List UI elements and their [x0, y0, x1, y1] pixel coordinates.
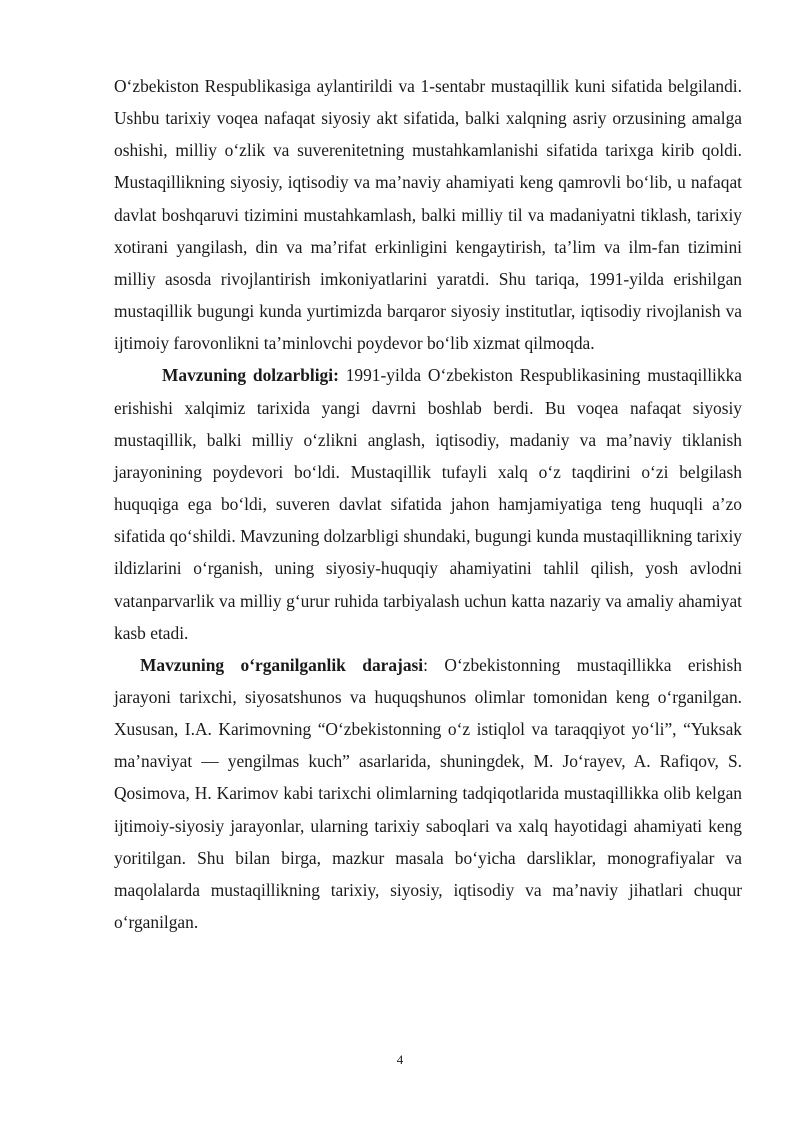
page-number: 4: [396, 1052, 404, 1067]
body-text: [114, 70, 742, 938]
paragraph-2: [114, 359, 742, 648]
paragraph-2-heading: Mavzuning dolzarbligi:: [162, 365, 339, 386]
paragraph-3: [114, 649, 742, 938]
paragraph-3-body: : O‘zbekistonning mustaqillikka erishish jarayoni tarixchi, siyosatshunos va huquqshunos olimlar tomonidan keng o‘rganilgan. Xususan, I.A. Karimovning “O‘zbekistonning o‘z istiqlol va taraqqiyot yo‘li”, “Yuksak ma’naviyat — yengilmas kuch” asarlarida, shuningdek, M. Jo‘rayev, A. Rafiqov, S. Qosimova, H. Karimov kabi tarixchi olimlarning tadqiqotlarida mustaqillikka olib kelgan ijtimoiy-siyosiy jarayonlar, ularning tarixiy saboqlari va xalq hayotidagi ahamiyati keng yoritilgan. Shu bilan birga, mazkur masala bo‘yicha darsliklar, monografiyalar va maqolalarda mustaqillikning tarixiy, siyosiy, iqtisodiy va ma’naviy jihatlari chuqur o‘rganilgan.: [114, 654, 742, 933]
paragraph-3-heading: Mavzuning o‘rganilganlik darajasi: [140, 654, 424, 675]
paragraph-1: O‘zbekiston Respublikasiga aylantirildi va 1-sentabr mustaqillik kuni sifatida belgilandi. Ushbu tarixiy voqea nafaqat siyosiy akt sifatida, balki xalqning asriy orzusining amalga oshishi, milliy o‘zlik va suverenitetning mustahkamlanishi sifatida tarixga kirib qoldi. Mustaqillikning siyosiy, iqtisodiy va ma’naviy ahamiyati keng qamrovli bo‘lib, u nafaqat davlat boshqaruvi tizimini mustahkamlash, balki milliy til va madaniyatni tiklash, tarixiy xotirani yangilash, din va ma’rifat erkinligini kengaytirish, ta’lim va ilm-fan tizimini milliy asosda rivojlantirish imkoniyatlarini yaratdi. Shu tariqa, 1991-yilda erishilgan mustaqillik bugungi kunda yurtimizda barqaror siyosiy institutlar, iqtisodiy rivojlanish va ijtimoiy farovonlikni ta’minlovchi poydevor bo‘lib xizmat qilmoqda.: [114, 76, 742, 354]
paragraph-2-body: 1991-yilda O‘zbekiston Respublikasining mustaqillikka erishishi xalqimiz tarixida yangi davrni boshlab berdi. Bu voqea nafaqat siyosiy mustaqillik, balki milliy o‘zlikni anglash, iqtisodiy, madaniy va ma’naviy tiklanish jarayonining poydevori bo‘ldi. Mustaqillik tufayli xalq o‘z taqdirini o‘zi belgilash huquqiga ega bo‘ldi, suveren davlat sifatida jahon hamjamiyatiga teng huquqli a’zo sifatida qo‘shildi. Mavzuning dolzarbligi shundaki, bugungi kunda mustaqillikning tarixiy ildizlarini o‘rganish, uning siyosiy-huquqiy ahamiyatini tahlil qilish, yosh avlodni vatanparvarlik va milliy g‘urur ruhida tarbiyalash uchun katta nazariy va amaliy ahamiyat kasb etadi.: [114, 365, 742, 643]
